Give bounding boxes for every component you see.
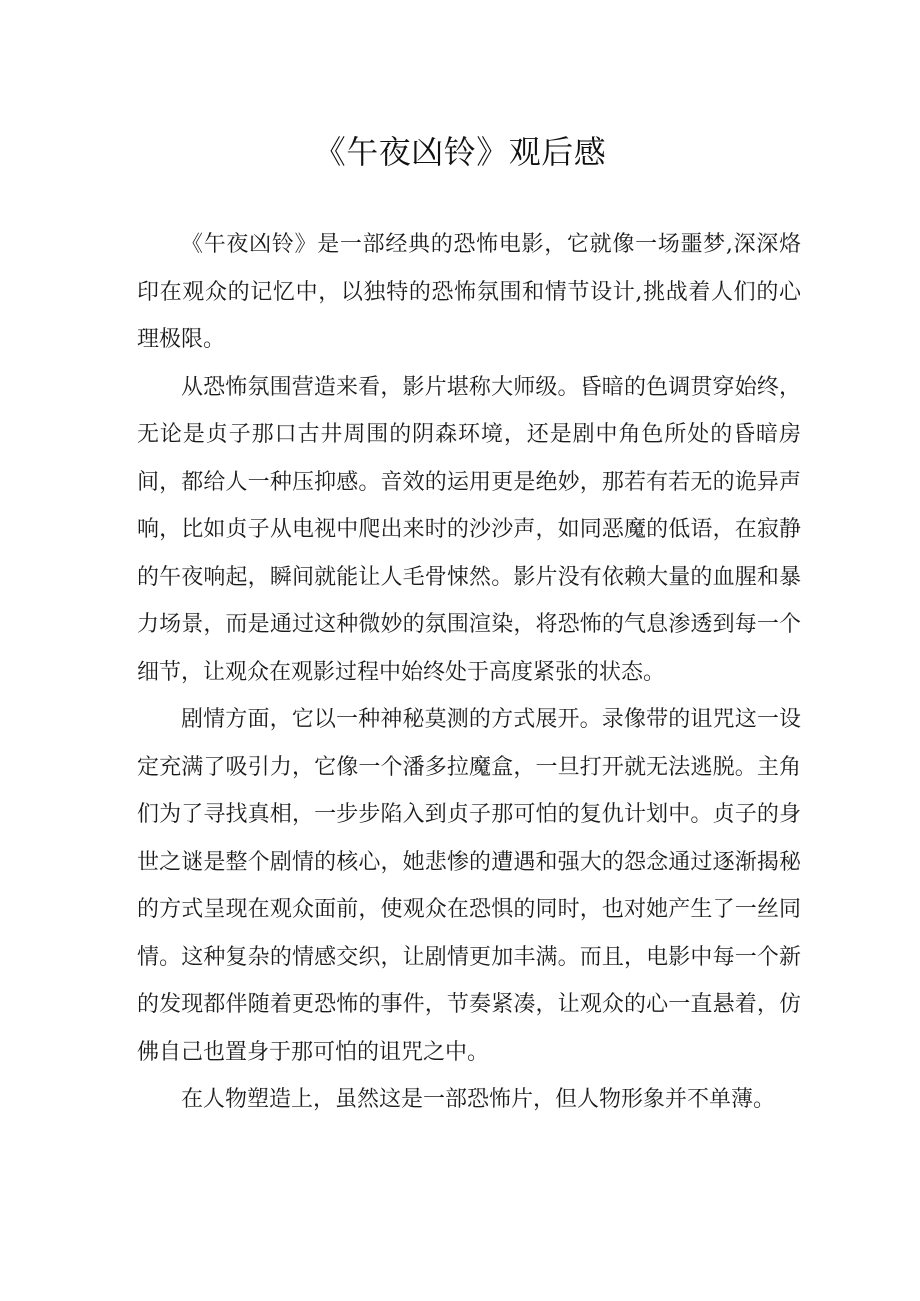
document-body [137, 221, 801, 1124]
paragraph-plot: 剧情方面，它以一种神秘莫测的方式展开。录像带的诅咒这一设定充满了吸引力，它像一个潘多拉魔盒，一旦打开就无法逃脱。主角们为了寻找真相，一步步陷入到贞子那可怕的复仇计划中。贞子的身世之谜是整个剧情的核心，她悲惨的遭遇和强大的怨念通过逐渐揭秘的方式呈现在观众面前，使观众在恐惧的同时，也对她产生了一丝同情。这种复杂的情感交织，让剧情更加丰满。而且，电影中每一个新的发现都伴随着更恐怖的事件，节奏紧凑，让观众的心一直悬着，仿佛自己也置身于那可怕的诅咒之中。 [137, 707, 801, 1065]
document-title: 《午夜凶铃》观后感 [313, 133, 607, 171]
paragraph-characters: 在人物塑造上，虽然这是一部恐怖片，但人物形象并不单薄。 [181, 1087, 776, 1112]
paragraph-atmosphere: 从恐怖氛围营造来看，影片堪称大师级。昏暗的色调贯穿始终，无论是贞子那口古井周围的阴森环境，还是剧中角色所处的昏暗房间，都给人一种压抑感。音效的运用更是绝妙，那若有若无的诡异声响，比如贞子从电视中爬出来时的沙沙声，如同恶魔的低语，在寂静的午夜响起，瞬间就能让人毛骨悚然。影片没有依赖大量的血腥和暴力场景，而是通过这种微妙的氛围渲染，将恐怖的气息渗透到每一个细节，让观众在观影过程中始终处于高度紧张的状态。 [137, 374, 801, 685]
paragraph-intro: 《午夜凶铃》是一部经典的恐怖电影，它就像一场噩梦,深深烙印在观众的记忆中，以独特的恐怖氛围和情节设计,挑战着人们的心理极限。 [137, 232, 801, 352]
